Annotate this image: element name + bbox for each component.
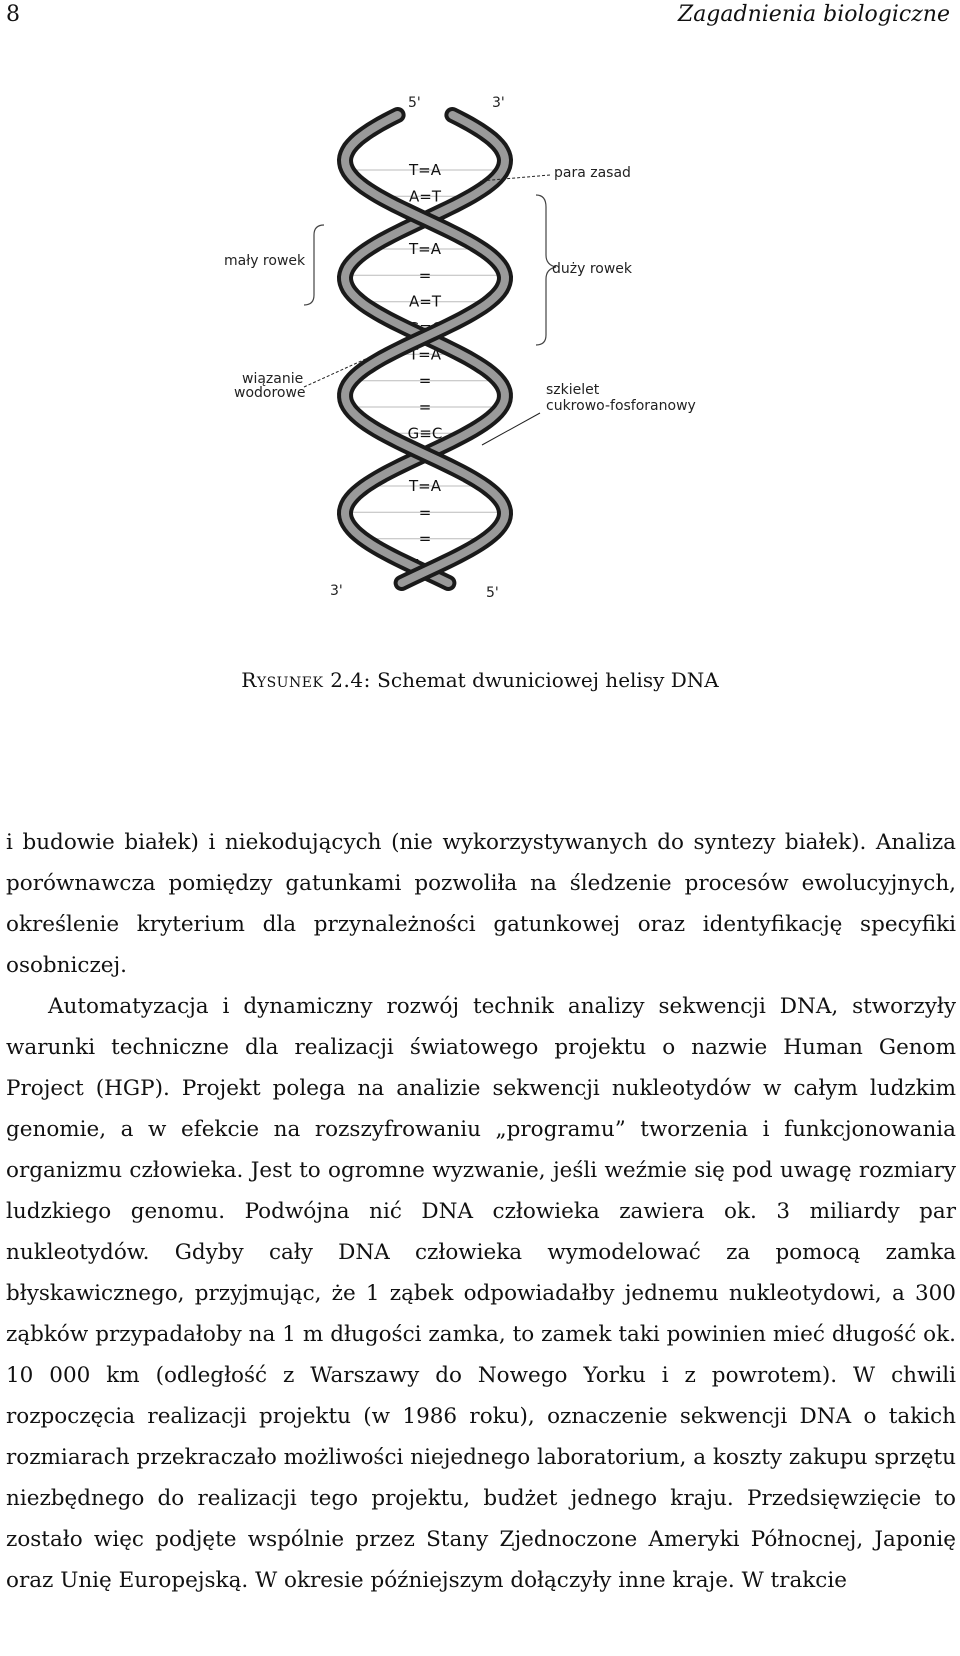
base-pair-label: = bbox=[418, 398, 432, 416]
base-pair-label: = bbox=[418, 503, 432, 522]
running-title: Zagadnienia biologiczne bbox=[677, 2, 950, 27]
label-minor-groove: mały rowek bbox=[224, 253, 306, 269]
label-base-pair: para zasad bbox=[554, 165, 631, 181]
base-pair-label: C≡G bbox=[407, 450, 443, 469]
end-label-top-right: 3' bbox=[492, 95, 505, 111]
base-pair-label: T=A bbox=[409, 161, 441, 179]
base-pair-label: A=T bbox=[409, 292, 441, 311]
dna-helix-figure bbox=[220, 95, 740, 635]
end-label-top-left: 5' bbox=[408, 95, 421, 111]
end-label-bottom-left: 3' bbox=[330, 583, 343, 599]
figure-caption bbox=[0, 668, 960, 692]
end-label-bottom-right: 5' bbox=[486, 585, 499, 601]
paragraph-continuation: i budowie białek) i niekodujących (nie wykorzystywanych do syntezy białek). Analiza porównawcza pomiędzy gatunkami pozwoliła na śledzenie procesów ewolucyjnych, określenie kryterium dla przynależności gatunkowej oraz identyfikację specyfiki osobniczej. bbox=[6, 830, 956, 978]
base-pair-label: T=A bbox=[409, 477, 441, 495]
base-pair-label: = bbox=[418, 371, 432, 390]
paragraph-hgp: Automatyzacja i dynamiczny rozwój technik analizy sekwencji DNA, stworzyły warunki techniczne dla realizacji światowego projektu o nazwie Human Genom Project (HGP). Projekt polega na analizie sekwencji nukleotydów w całym ludzkim genomie, a w efekcie na rozszyfrowaniu „programu” tworzenia i funkcjonowania organizmu człowieka. Jest to ogromne wyzwanie, jeśli weźmie się pod uwagę rozmiary ludzkiego genomu. Podwójna nić DNA człowieka zawiera ok. 3 miliardy par nukleotydów. Gdyby cały DNA człowieka wymodelować za pomocą zamka błyskawicznego, przyjmując, że 1 ząbek odpowiadałby jednemu nukleotydowi, a 300 ząbków przypadałoby na 1 m długości zamka, to zamek taki powinien mieć długość ok. 10 000 km (odległość z Warszawy do Nowego Yorku i z powrotem). W chwili rozpoczęcia realizacji projektu (w 1986 roku), oznaczenie sekwencji DNA o takich rozmiarach przekraczało możliwości niejednego laboratorium, a koszty zakupu sprzętu niezbędnego do realizacji tego projektu, budżet jednego kraju. Przedsięwzięcie to zostało więc podjęte wspólnie przez Stany Zjednoczone Ameryki Północnej, Japonię oraz Unię Europejską. W okresie późniejszym dołączyły inne kraje. W trakcie bbox=[6, 994, 956, 1593]
base-pair-label: = bbox=[418, 266, 432, 285]
base-pair-label: G≡C bbox=[407, 319, 443, 337]
label-major-groove: duży rowek bbox=[552, 261, 633, 277]
base-pair-label: = bbox=[418, 529, 432, 548]
base-pair-label: T=A bbox=[409, 345, 441, 364]
base-pair-label: A=T bbox=[409, 187, 441, 206]
base-pair-label: G≡C bbox=[407, 424, 443, 443]
dna-helix-diagram bbox=[220, 95, 740, 635]
label-hydrogen-bond-2: wodorowe bbox=[234, 385, 306, 401]
label-backbone-2: cukrowo-fosforanowy bbox=[546, 398, 696, 414]
base-pair-label: G≡C bbox=[407, 213, 443, 232]
body-text bbox=[6, 822, 956, 1601]
base-pair-label: T=A bbox=[409, 240, 441, 258]
label-hydrogen-bond-1: wiązanie bbox=[242, 371, 304, 387]
page-number: 8 bbox=[6, 2, 20, 27]
base-pair-label: T=A bbox=[409, 556, 441, 574]
caption-prefix: Rysunek 2.4: bbox=[241, 668, 371, 692]
label-backbone-1: szkielet bbox=[546, 382, 600, 398]
caption-text: Schemat dwuniciowej helisy DNA bbox=[377, 668, 719, 692]
page-header bbox=[6, 0, 950, 32]
